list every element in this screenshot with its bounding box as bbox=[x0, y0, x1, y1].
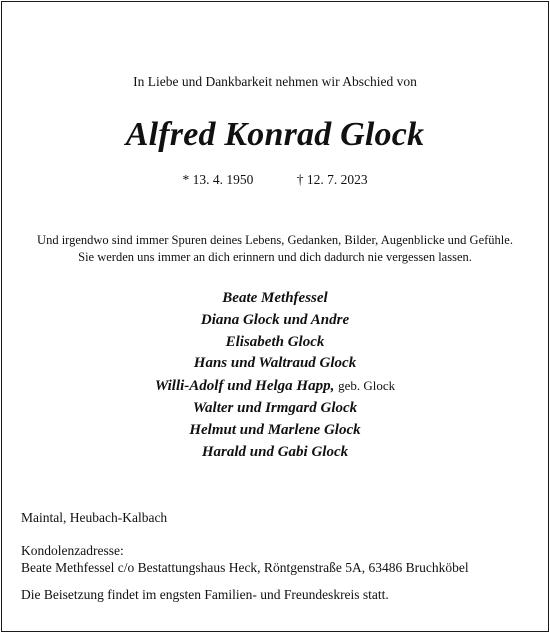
condolence-block bbox=[21, 542, 469, 576]
birth-date: * 13. 4. 1950 bbox=[182, 172, 254, 187]
mourner-birth-name: geb. Glock bbox=[338, 378, 396, 394]
mourner-name: Elisabeth Glock bbox=[225, 333, 325, 350]
place-text: Maintal, Heubach-Kalbach bbox=[21, 510, 168, 525]
mourners-list bbox=[2, 288, 548, 463]
verse-line: Und irgendwo sind immer Spuren deines Lebens, Gedanken, Bilder, Augenblicke und Gefühle. bbox=[37, 233, 513, 247]
deceased-name: Alfred Konrad Glock bbox=[125, 116, 425, 153]
condolence-address: Beate Methfessel c/o Bestattungshaus Heck, Röntgenstraße 5A, 63486 Bruchköbel bbox=[21, 560, 469, 575]
mourner-entry bbox=[2, 288, 548, 310]
mourner-name: Walter und Irmgard Glock bbox=[192, 399, 358, 416]
mourner-name: Hans und Waltraud Glock bbox=[193, 355, 357, 372]
obituary-notice bbox=[1, 1, 549, 632]
verse bbox=[2, 232, 548, 266]
mourner-entry bbox=[2, 442, 548, 464]
funeral-note: Die Beisetzung findet im engsten Familien- und Freundeskreis statt. bbox=[21, 587, 389, 602]
death-date: † 12. 7. 2023 bbox=[296, 172, 368, 187]
mourner-name: Willi-Adolf und Helga Happ, bbox=[154, 378, 335, 395]
life-dates bbox=[2, 172, 548, 188]
verse-line: Sie werden uns immer an dich erinnern und dich dadurch nie vergessen lassen. bbox=[78, 250, 472, 264]
mourner-name: Helmut und Marlene Glock bbox=[189, 421, 361, 438]
mourner-name: Harald und Gabi Glock bbox=[201, 443, 349, 460]
mourner-name: Beate Methfessel bbox=[222, 290, 328, 306]
mourner-entry bbox=[2, 353, 548, 375]
mourner-entry bbox=[2, 332, 548, 354]
mourner-entry bbox=[2, 375, 548, 398]
mourner-name: Diana Glock und Andre bbox=[200, 311, 350, 328]
intro-text: In Liebe und Dankbarkeit nehmen wir Abschied von bbox=[133, 74, 417, 89]
mourner-entry bbox=[2, 398, 548, 420]
condolence-label: Kondolenzadresse: bbox=[21, 543, 124, 558]
mourner-entry bbox=[2, 420, 548, 442]
mourner-entry bbox=[2, 310, 548, 332]
